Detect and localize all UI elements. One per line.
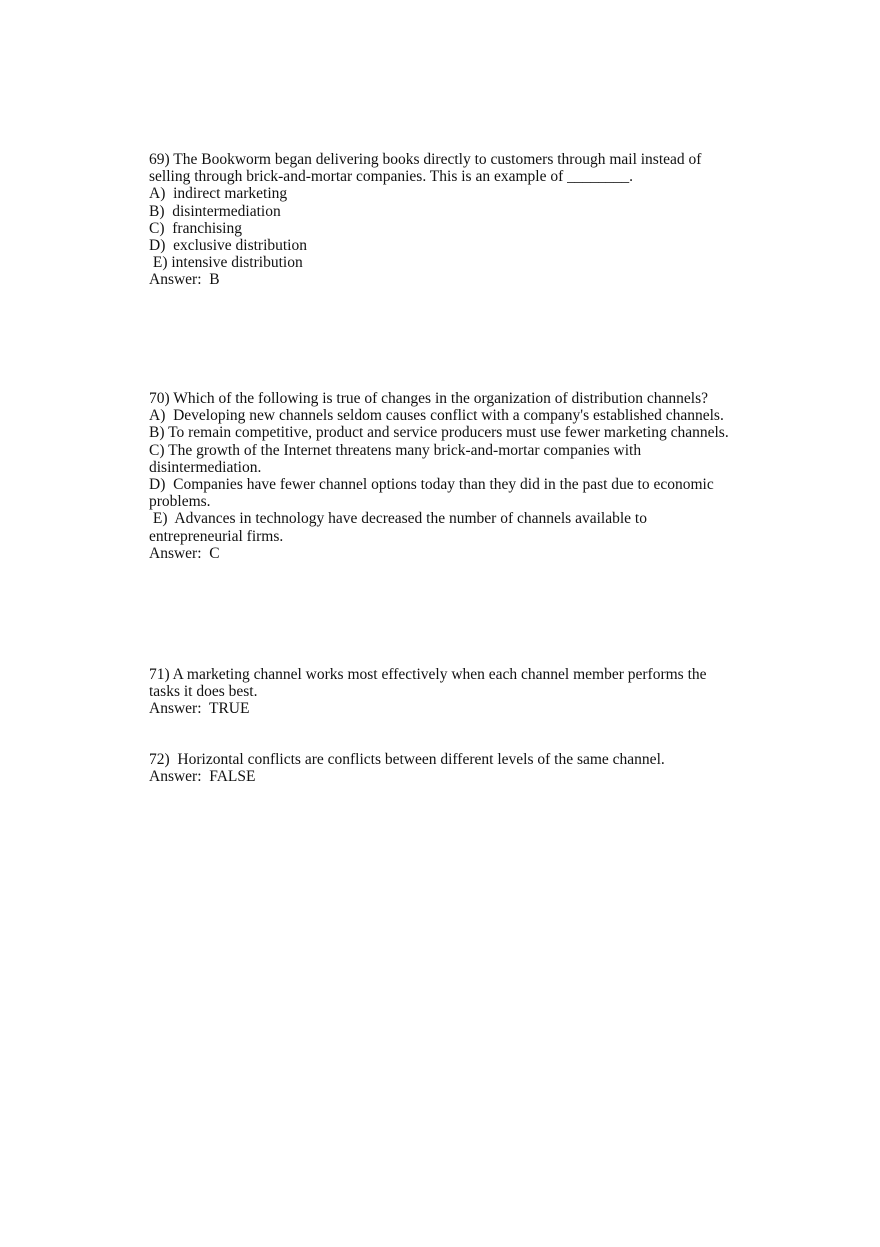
answer-option-e: E) Advances in technology have decreased the number of channels available to bbox=[149, 510, 647, 528]
answer-option-a: A) indirect marketing bbox=[149, 185, 288, 203]
question-text: 69) The Bookworm began delivering books directly to customers through mail instead of bbox=[149, 151, 702, 168]
question-70 bbox=[149, 390, 729, 562]
answer-option-d-continued: problems. bbox=[149, 493, 211, 511]
question-text: 71) A marketing channel works most effectively when each channel member performs the bbox=[149, 666, 707, 683]
answer-key: Answer: B bbox=[149, 271, 220, 289]
answer-key: Answer: FALSE bbox=[149, 768, 256, 786]
answer-option-b: B) disintermediation bbox=[149, 202, 281, 220]
question-69 bbox=[149, 151, 729, 289]
question-71 bbox=[149, 666, 729, 718]
answer-option-b: B) To remain competitive, product and service producers must use fewer marketing channels. bbox=[149, 424, 729, 442]
answer-option-e: E) intensive distribution bbox=[149, 254, 303, 272]
question-72 bbox=[149, 751, 729, 785]
question-text: 72) Horizontal conflicts are conflicts between different levels of the same channel. bbox=[149, 751, 665, 768]
answer-option-c: C) The growth of the Internet threatens many brick-and-mortar companies with bbox=[149, 441, 642, 459]
answer-option-e-continued: entrepreneurial firms. bbox=[149, 527, 284, 545]
answer-option-c-continued: disintermediation. bbox=[149, 458, 262, 476]
question-text-continued: tasks it does best. bbox=[149, 683, 258, 701]
question-text: 70) Which of the following is true of changes in the organization of distribution channels? bbox=[149, 390, 709, 407]
answer-option-a: A) Developing new channels seldom causes conflict with a company's established channels. bbox=[149, 407, 724, 425]
answer-option-d: D) exclusive distribution bbox=[149, 237, 307, 255]
question-text: selling through brick-and-mortar companies. This is an example of ________. bbox=[149, 168, 633, 186]
answer-key: Answer: TRUE bbox=[149, 700, 250, 718]
answer-option-c: C) franchising bbox=[149, 219, 242, 237]
answer-key: Answer: C bbox=[149, 544, 220, 562]
answer-option-d: D) Companies have fewer channel options today than they did in the past due to economic bbox=[149, 476, 714, 494]
